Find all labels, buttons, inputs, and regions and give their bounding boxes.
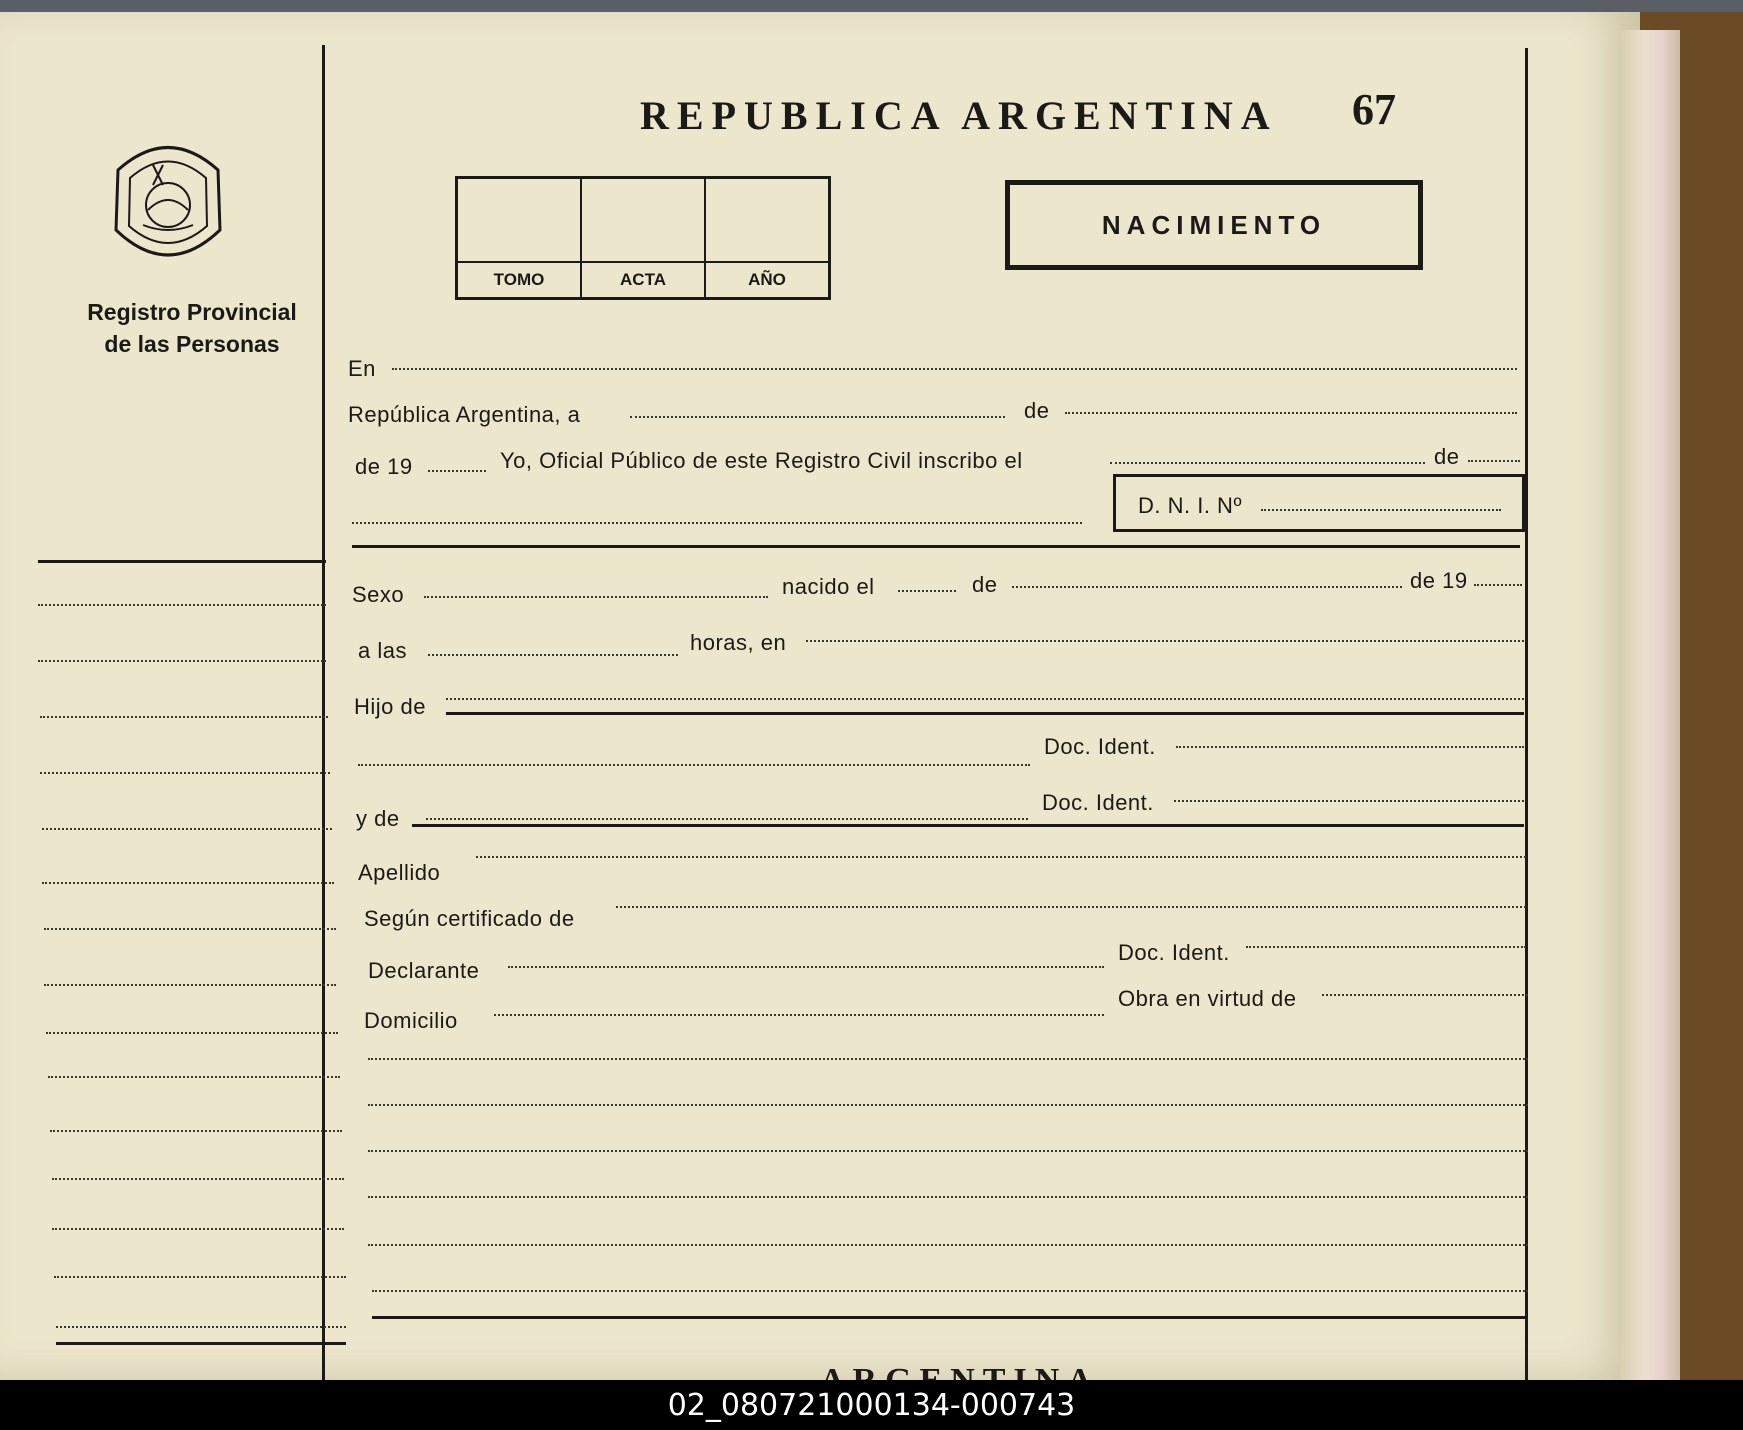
page-number: 67 [1352,85,1396,134]
de-19-label-2: de 19 [1410,568,1468,593]
doc-ident-label-2: Doc. Ident. [1042,790,1154,815]
obra-field[interactable] [1322,994,1528,996]
certificado-field[interactable] [616,906,1526,908]
apellido-field[interactable] [476,856,1526,858]
name-field[interactable] [352,522,1082,524]
horas-en-label: horas, en [690,630,787,655]
madre-field[interactable] [426,818,1028,820]
left-line-6[interactable] [42,882,334,884]
left-line-12[interactable] [52,1178,344,1180]
notes-line-6[interactable] [372,1290,1528,1292]
left-line-13[interactable] [52,1228,344,1230]
section-rule-1 [352,545,1520,548]
domicilio-label: Domicilio [364,1008,458,1033]
left-line-1[interactable] [38,604,326,606]
image-id-footer: 02_080721000134-000743 [0,1380,1743,1430]
en-field[interactable] [392,368,1517,370]
sexo-field[interactable] [424,596,768,598]
agency-name [72,296,312,360]
madre-doc-field[interactable] [1174,800,1524,802]
en-label: En [348,356,376,381]
de-field-2[interactable] [1468,460,1520,462]
notes-line-5[interactable] [368,1244,1528,1246]
section-rule-bottom [372,1316,1528,1319]
tomo-cell[interactable] [458,179,582,297]
hijo-de-label: Hijo de [354,694,426,719]
segun-certificado-label: Según certificado de [364,906,575,931]
obra-en-virtud-label: Obra en virtud de [1118,986,1297,1011]
left-line-9[interactable] [46,1032,338,1034]
domicilio-field[interactable] [494,1014,1104,1016]
acta-label: ACTA [582,261,704,297]
de-label-3: de [972,572,998,597]
nacido-month-field[interactable] [1012,586,1402,588]
book-page-edge [1620,30,1680,1380]
ano-cell[interactable] [706,179,828,297]
left-line-14[interactable] [54,1276,346,1278]
left-line-10[interactable] [48,1076,340,1078]
left-line-15[interactable] [56,1326,346,1328]
tomo-label: TOMO [458,261,580,297]
left-column-rule-top [38,560,326,563]
notes-line-2[interactable] [368,1104,1528,1106]
y-de-label: y de [356,806,400,831]
acta-cell[interactable] [582,179,706,297]
de-label: de [1024,398,1050,423]
apellido-label: Apellido [358,860,441,885]
next-page-title-partial [820,1362,1100,1380]
republica-label: República Argentina, a [348,402,581,427]
de-label-2: de [1434,444,1460,469]
hora-field[interactable] [428,654,678,656]
binder-edge [0,0,1743,12]
declarante-doc-field[interactable] [1246,946,1526,948]
dni-box [1113,474,1525,532]
day-field[interactable] [630,416,1005,418]
declarante-label: Declarante [368,958,480,983]
left-line-7[interactable] [44,928,336,930]
provincial-seal-icon [108,130,228,275]
left-line-5[interactable] [42,828,332,830]
record-type-box: NACIMIENTO [1005,180,1423,270]
left-line-8[interactable] [44,984,336,986]
page-title: REPUBLICA ARGENTINA [640,93,1278,138]
nacido-el-label: nacido el [782,574,875,599]
inscribo-field[interactable] [1110,462,1425,464]
padre-doc-field[interactable] [1176,746,1524,748]
dni-label: D. N. I. Nº [1138,493,1242,518]
agency-line-2: de las Personas [104,331,280,357]
doc-ident-label-1: Doc. Ident. [1044,734,1156,759]
left-line-3[interactable] [40,716,328,718]
padre-underline [446,712,1524,715]
padre-field[interactable] [446,698,1524,700]
de-19-label: de 19 [355,454,413,479]
dni-field[interactable] [1261,509,1501,511]
left-line-11[interactable] [50,1130,342,1132]
sexo-label: Sexo [352,582,405,607]
right-margin-rule [1525,48,1528,1380]
declarante-field[interactable] [508,966,1104,968]
notes-line-3[interactable] [368,1150,1528,1152]
left-line-2[interactable] [38,660,326,662]
ano-label: AÑO [706,261,828,297]
nacido-day-field[interactable] [898,590,956,592]
left-line-4[interactable] [40,772,330,774]
month-field[interactable] [1065,412,1517,414]
year-field[interactable] [428,470,486,472]
nacido-year-field[interactable] [1474,584,1522,586]
doc-ident-label-3: Doc. Ident. [1118,940,1230,965]
left-column-rule-bottom [56,1342,346,1345]
lugar-field[interactable] [806,640,1524,642]
registry-box [455,176,831,300]
yo-oficial-label: Yo, Oficial Público de este Registro Civil inscribo el [500,448,1023,473]
notes-line-4[interactable] [368,1196,1528,1198]
padre-nombre-field[interactable] [358,764,1030,766]
notes-line-1[interactable] [368,1058,1528,1060]
madre-underline [412,824,1524,827]
a-las-label: a las [358,638,407,663]
agency-line-1: Registro Provincial [87,299,297,325]
